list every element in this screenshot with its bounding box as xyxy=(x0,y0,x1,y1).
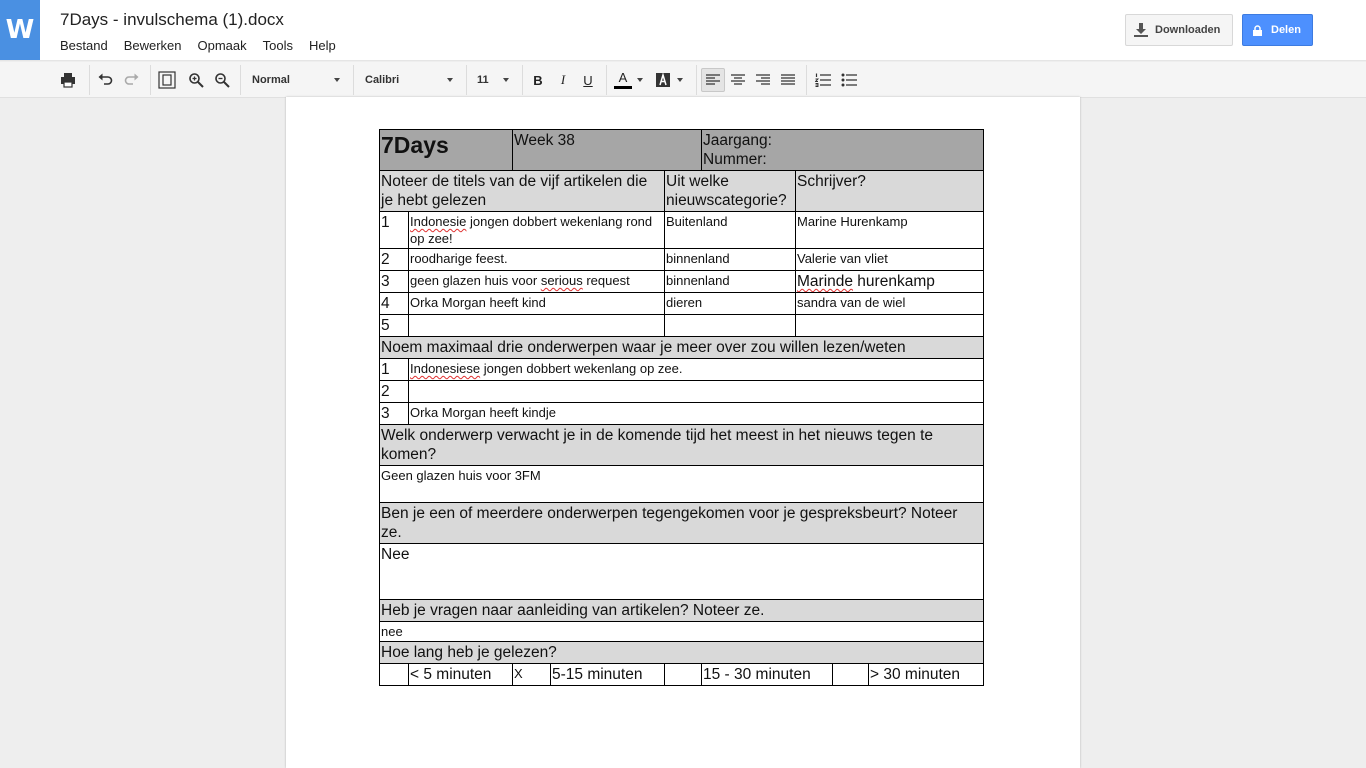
topic-number: 3 xyxy=(380,403,409,425)
interview-heading: Ben je een of meerdere onderwerpen tegengekomen voor je gespreksbeurt? Noteer ze. xyxy=(380,503,984,544)
article-category-cell[interactable]: binnenland xyxy=(665,271,796,293)
form-header-row xyxy=(380,130,984,171)
article-title-cell[interactable] xyxy=(409,315,665,337)
article-category-cell[interactable]: Buitenland xyxy=(665,212,796,249)
article-title-text: request xyxy=(582,273,630,288)
nummer-label: Nummer: xyxy=(703,151,767,168)
article-row xyxy=(380,293,984,315)
questions-answer-row xyxy=(380,622,984,642)
menu-opmaak[interactable]: Opmaak xyxy=(197,38,247,53)
interview-answer-row xyxy=(380,544,984,600)
article-number: 2 xyxy=(380,249,409,271)
article-number: 5 xyxy=(380,315,409,337)
align-center-icon[interactable] xyxy=(726,68,750,92)
jaargang-label: Jaargang: xyxy=(703,132,772,149)
article-writer-misspelled: Marinde xyxy=(797,273,853,290)
chevron-down-icon[interactable] xyxy=(637,78,643,82)
bold-button[interactable] xyxy=(526,68,550,92)
chevron-down-icon[interactable] xyxy=(334,78,340,82)
article-title-cell[interactable] xyxy=(409,271,665,293)
duration-checkbox[interactable] xyxy=(665,664,702,686)
article-number: 3 xyxy=(380,271,409,293)
expected-heading-row xyxy=(380,425,984,466)
align-right-icon[interactable] xyxy=(751,68,775,92)
interview-answer[interactable]: Nee xyxy=(380,544,984,600)
font-value: Calibri xyxy=(365,74,400,86)
category-heading: Uit welke nieuwscategorie? xyxy=(665,171,796,212)
interview-heading-row xyxy=(380,503,984,544)
topic-cell[interactable]: Orka Morgan heeft kindje xyxy=(409,403,984,425)
toolbar-separator xyxy=(353,65,354,95)
topics-heading: Noem maximaal drie onderwerpen waar je meer over zou willen lezen/weten xyxy=(380,337,984,359)
article-title-cell[interactable]: Orka Morgan heeft kind xyxy=(409,293,665,315)
align-justify-icon[interactable] xyxy=(776,68,800,92)
form-table xyxy=(379,129,984,686)
lock-icon xyxy=(1253,25,1262,36)
numbered-list-icon[interactable] xyxy=(811,68,835,92)
jaargang-nummer-cell[interactable] xyxy=(702,130,984,171)
highlight-icon[interactable] xyxy=(651,68,675,92)
style-value: Normal xyxy=(252,74,290,86)
download-button[interactable] xyxy=(1125,14,1233,46)
topic-row xyxy=(380,381,984,403)
fit-page-icon[interactable] xyxy=(155,68,179,92)
articles-heading: Noteer de titels van de vijf artikelen die je hebt gelezen xyxy=(380,171,665,212)
toolbar-separator xyxy=(466,65,467,95)
style-dropdown[interactable] xyxy=(252,71,290,89)
duration-option-label: 15 - 30 minuten xyxy=(702,664,833,686)
duration-heading: Hoe lang heb je gelezen? xyxy=(380,642,984,664)
article-title-cell[interactable] xyxy=(409,212,665,249)
underline-button[interactable] xyxy=(576,68,600,92)
articles-heading-row xyxy=(380,171,984,212)
article-writer-cell[interactable]: Valerie van vliet xyxy=(796,249,984,271)
article-number: 1 xyxy=(380,212,409,249)
formatting-toolbar xyxy=(0,62,1366,98)
article-category-cell[interactable] xyxy=(665,315,796,337)
italic-button[interactable] xyxy=(551,68,575,92)
align-left-icon[interactable] xyxy=(701,68,725,92)
undo-icon[interactable] xyxy=(93,68,117,92)
article-writer-cell[interactable]: sandra van de wiel xyxy=(796,293,984,315)
share-button[interactable] xyxy=(1242,14,1313,46)
article-number: 4 xyxy=(380,293,409,315)
word-logo-icon[interactable] xyxy=(0,0,40,60)
topic-cell[interactable] xyxy=(409,381,984,403)
duration-checkbox[interactable] xyxy=(833,664,869,686)
font-dropdown[interactable] xyxy=(365,71,399,89)
zoom-out-icon[interactable] xyxy=(210,68,234,92)
article-title-cell[interactable]: roodharige feest. xyxy=(409,249,665,271)
topic-cell[interactable] xyxy=(409,359,984,381)
download-icon xyxy=(1133,22,1149,38)
article-title-text: jongen dobbert wekenlang rond op zee! xyxy=(410,214,653,246)
underline-label: U xyxy=(583,72,593,88)
article-row xyxy=(380,271,984,293)
bold-label: B xyxy=(533,72,543,88)
expected-heading: Welk onderwerp verwacht je in de komende tijd het meest in het nieuws tegen te komen? xyxy=(380,425,984,466)
logo-letter: W xyxy=(5,15,35,45)
font-size-value: 11 xyxy=(477,74,489,86)
toolbar-separator xyxy=(696,65,697,95)
expected-answer[interactable]: Geen glazen huis voor 3FM xyxy=(380,466,984,503)
chevron-down-icon[interactable] xyxy=(447,78,453,82)
font-size-dropdown[interactable] xyxy=(477,71,489,89)
toolbar-separator xyxy=(522,65,523,95)
questions-heading-row xyxy=(380,600,984,622)
week-cell[interactable]: Week 38 xyxy=(513,130,702,171)
article-writer-text: hurenkamp xyxy=(853,273,935,290)
menu-bewerken[interactable]: Bewerken xyxy=(123,38,182,53)
text-color-icon[interactable] xyxy=(611,68,635,92)
menu-bar xyxy=(60,38,352,53)
writer-heading: Schrijver? xyxy=(796,171,984,212)
document-title[interactable]: 7Days - invulschema (1).docx xyxy=(60,10,284,29)
duration-option-label: 5-15 minuten xyxy=(551,664,665,686)
form-name: 7Days xyxy=(380,130,513,171)
chevron-down-icon[interactable] xyxy=(677,78,683,82)
duration-checkbox[interactable] xyxy=(380,664,409,686)
article-writer-cell[interactable]: Marine Hurenkamp xyxy=(796,212,984,249)
duration-checkbox[interactable]: X xyxy=(513,664,551,686)
duration-option-label: < 5 minuten xyxy=(409,664,513,686)
expected-answer-row xyxy=(380,466,984,503)
toolbar-separator xyxy=(606,65,607,95)
italic-label: I xyxy=(560,72,566,87)
redo-icon[interactable] xyxy=(120,68,144,92)
toolbar-separator xyxy=(806,65,807,95)
menu-bestand[interactable]: Bestand xyxy=(60,38,108,53)
topic-number: 1 xyxy=(380,359,409,381)
article-row xyxy=(380,212,984,249)
article-category-cell[interactable]: dieren xyxy=(665,293,796,315)
topic-text: jongen dobbert wekenlang op zee. xyxy=(480,361,683,376)
text-color-swatch xyxy=(614,86,632,89)
duration-options-row xyxy=(380,664,984,686)
article-writer-cell[interactable] xyxy=(796,271,984,293)
questions-heading: Heb je vragen naar aanleiding van artikelen? Noteer ze. xyxy=(380,600,984,622)
text-color-label: A xyxy=(618,70,628,85)
article-writer-cell[interactable] xyxy=(796,315,984,337)
toolbar-separator xyxy=(240,65,241,95)
topic-number: 2 xyxy=(380,381,409,403)
print-icon[interactable] xyxy=(56,68,80,92)
chevron-down-icon[interactable] xyxy=(503,78,509,82)
menu-help[interactable]: Help xyxy=(309,38,336,53)
topic-row xyxy=(380,359,984,381)
topics-heading-row xyxy=(380,337,984,359)
bulleted-list-icon[interactable] xyxy=(837,68,861,92)
article-row xyxy=(380,315,984,337)
article-title-misspelled: serious xyxy=(540,273,583,288)
article-title-misspelled: Indonesie xyxy=(410,214,467,229)
article-row xyxy=(380,249,984,271)
zoom-in-icon[interactable] xyxy=(184,68,208,92)
duration-heading-row xyxy=(380,642,984,664)
toolbar-separator xyxy=(150,65,151,95)
article-title-text: geen glazen huis voor xyxy=(410,273,541,288)
toolbar-separator xyxy=(89,65,90,95)
duration-option-label: > 30 minuten xyxy=(869,664,984,686)
topic-row xyxy=(380,403,984,425)
topic-misspelled: Indonesiese xyxy=(410,361,481,376)
share-label: Delen xyxy=(1271,24,1301,36)
article-category-cell[interactable]: binnenland xyxy=(665,249,796,271)
download-label: Downloaden xyxy=(1155,24,1221,36)
app-header xyxy=(0,0,1366,61)
menu-tools[interactable]: Tools xyxy=(262,38,294,53)
questions-answer[interactable]: nee xyxy=(380,622,984,642)
